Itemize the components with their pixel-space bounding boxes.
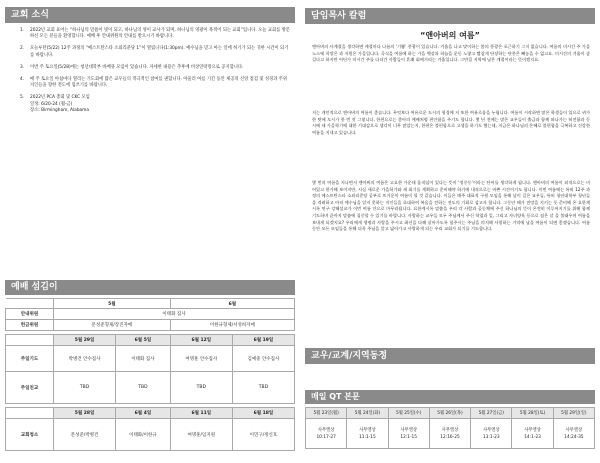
cleaning-name: 문성준/박병건 <box>54 419 116 451</box>
qt-table <box>305 407 595 449</box>
prayer-name: 박병건 안수집사 <box>54 346 116 372</box>
month-label: 5월 <box>54 299 171 309</box>
row-label: 안내위원 <box>6 309 54 320</box>
date-cell: 6월 12일 <box>170 335 232 346</box>
column-paragraph: 앤아버의 사계절을 생각하면 계절마다 나름의 ‘기쁨’ 풍광이 있습니다. 겨울을 나고 맞이하는 봄의 풍광은 포근하기 그지 없습니다. 여름의 미시간 주 가을 노스에 희망은 과 지원은 가을입니다. 곡식을 여름에 하는 가을 햇살과 하늘을 운동 노랗고 빨갛게 단장하는 단풍은 빼놓을 수 없고요. 미시간의 겨울이 좀 길다고 하지만 어딘가 미시간 주를 다녀간 사람들이 흔쾌 회에거리는 겨울입니다. 그만큼 지역에 남은 계절이라는 뜻이겠지요. <box>312 44 590 63</box>
fellowship-name: TBD <box>232 372 294 404</box>
qt-date: 5월 28일(토) <box>512 408 553 419</box>
date-cell: 6월 19일 <box>232 335 294 346</box>
offering-name: 이한규형제/서성희자매 <box>170 320 294 331</box>
prayer-name: 김예중 안수집사 <box>232 346 294 372</box>
date-cell: 6월 11일 <box>170 408 232 419</box>
qt-passage: 사무엘상 10:17-27 <box>306 419 347 449</box>
news-item: 5. 2022년 PCA 총회 및 CKC 모임 일정: 6/20-24 (월-금) 장소: Birmingham, Alabama <box>20 95 90 113</box>
news-item: 1. 2022년 교회 표어는 “하나님의 말씀이 빛이 되고, 하나님의 영이 교사가 되며, 하나님의 영광이 목적이 되는 교회”입니다. 오늘 교회를 방문하신 모든 분들을 환영합니다. 예배 후 안내위원의 안내를 받으시기 바랍니다. <box>20 28 290 40</box>
duty-header: 예배 섬김이 <box>5 280 295 295</box>
offering-name: 문성준형제/장진자매 <box>54 320 171 331</box>
duty-table <box>5 298 295 451</box>
qt-passage: 사무엘상 14:1-23 <box>512 419 553 449</box>
qt-header: 매일 QT 본문 <box>305 390 595 404</box>
month-label: 6월 <box>170 299 294 309</box>
column-title: “앤아버의 여름” <box>420 31 480 40</box>
prayer-name: 이태화 집사 <box>116 346 171 372</box>
qt-passage: 사무엘상 13:1-23 <box>471 419 512 449</box>
news-header: 교회 소식 <box>5 7 295 23</box>
news-list <box>8 28 290 120</box>
row-label: 주일친교 <box>6 372 54 404</box>
qt-date: 5월 25일(수) <box>388 408 429 419</box>
qt-date: 5월 24일(화) <box>347 408 388 419</box>
date-cell: 5월 28일 <box>54 408 116 419</box>
qt-passage: 사무엘상 14:24-35 <box>553 419 594 449</box>
fellowship-name: TBD <box>54 372 116 404</box>
news-item: 4. 매 주 토요일 아침마다 열리는 기도회에 많은 교우들의 적극적인 참여를 권합니다. 아울러 여름 기간 동안 제공의 신앙 점검 및 성경과 주위 지인들을 향한 전도에 힘쓰기를 바랍니다. <box>20 77 287 89</box>
qt-date: 5월 29일(일) <box>553 408 594 419</box>
usher-name: 이태화 집사 <box>54 309 295 320</box>
column-header: 담임목사 칼럼 <box>305 8 595 24</box>
fellowship-name: TBD <box>170 372 232 404</box>
row-label: 주일기도 <box>6 346 54 372</box>
row-label: 헌금위원 <box>6 320 54 331</box>
row-label: 교회청소 <box>6 419 54 451</box>
date-cell: 6월 18일 <box>232 408 294 419</box>
fellowship-name: TBD <box>116 372 171 404</box>
qt-passage: 사무엘상 12:1-15 <box>388 419 429 449</box>
prayer-name: 여명훈 안수집사 <box>170 346 232 372</box>
cleaning-name: 이태화/이한규 <box>116 419 171 451</box>
column-paragraph: 몇 번의 여름을 지나면서 앤아버의 여름은 고요한 가운데 움직임이 있다는 뜻이 ‘정중동’이라는 단어를 생각하게 됩니다. 앤아버의 여름이 외적으로는 비어있고 한가해 보이지만, 사실 새로운 가을학기와 새 회기를 계획하고 준비해야 하기에 내적으로는 바쁜 시간이기도 합니다. 이번 여름에는 특히 12주 과정의 메스트탄스타 소외리준당 공부로 뜨거운이 여름이 될 것 같습니다. 이들은 매주 대표적 구원 모임을 통해 날이 깊은 교우들, 특히 청년대학부 청년들을 격려하고 아직 예수님을 알지 못하는 지인들을 초대하여 복음을 전하는 전도의 기회로 삼고자 합니다. 그동안 해가 전망을 지키는 듯 준비해 온 요한계시록 연구 강해설교가 이번 여름 안으로 마무리됩니다. 요한계시록 말씀을 우리 각 사람과 공동체에 주신 하나님의 뜻이 온전히 이루어지기를 위해 함께 기도하며 끝까지 말씀에 집중할 수 있기를 바랍니다. 사랑하는 교우들 모두 주님께서 주신 학업과 일, 그리고 자녀양육 등으로 짐은 살 을 볼태우며 여름을 보내게 되겠지요? 우리에게 생명과 사랑을 주시고 최선을 다해 살아가도록 힘주시는 주님을 의지해 사랑하는 기억에 남을 여름이 되면 좋겠습니다. 여름동안 모든 모임들을 통해 더욱 주님을 알고 닮아가고 사랑하게 되는 우리 교회가 되기를 기도합니다. <box>312 180 590 232</box>
qt-passage: 사무엘상 11:1-15 <box>347 419 388 449</box>
cleaning-name: 이민구/정신호 <box>232 419 294 451</box>
qt-date: 5월 27일(금) <box>471 408 512 419</box>
qt-passage: 사무엘상 12:16-25 <box>429 419 470 449</box>
qt-date: 5월 26일(목) <box>429 408 470 419</box>
qt-date: 5월 23일(월) <box>306 408 347 419</box>
date-cell: 6월 5일 <box>116 335 171 346</box>
exchange-header: 교우/교계/지역동정 <box>305 348 595 364</box>
column-paragraph: 저는 개인적으로 앤아버의 여름이 좋습니다. 무엇보다 여유로운 도시의 형경에 저 또한 여유로움을 누립니다. 여름이 시작하면 많은 학생들이 입으로 귀가한 탓에 도시가 한 번 잣 그렇니다, 한편으로는 좋아의 예배처럼 편안함을 주기도 합니다. 몇 년 전에는 많은 교우들이 출금과 함께 떠나가는 허전함과 동시에 새 가을학기에 대한 기대감으로 생각이 너무 많았는지, 한편은 불편함으로 고생을 하기도 했는데, 지금은 하나님의 은혜로 불편함을 극복하고 건강한 여름을 지내고 있습니다. <box>312 110 590 135</box>
date-cell: 5월 29일 <box>54 335 116 346</box>
date-cell: 6월 4일 <box>116 408 171 419</box>
news-item: 2. 모놀루탄(5/22) 12주 과정의 “메스트탄스타 소외리준당 1”이 열립니다(1:30pm). 예수님을 믿고 아는 일에 허기가 되는 귀한 시간이 되기를 바랍니다. <box>20 46 289 58</box>
news-item: 3. 이번 주 토요일(5/28)에는 청년대학부 바베큐 모임이 있습니다. 자세한 내용은 추후에 비상연락망으로 공지합니다. <box>20 64 244 70</box>
cleaning-name: 여명훈/임지원 <box>170 419 232 451</box>
